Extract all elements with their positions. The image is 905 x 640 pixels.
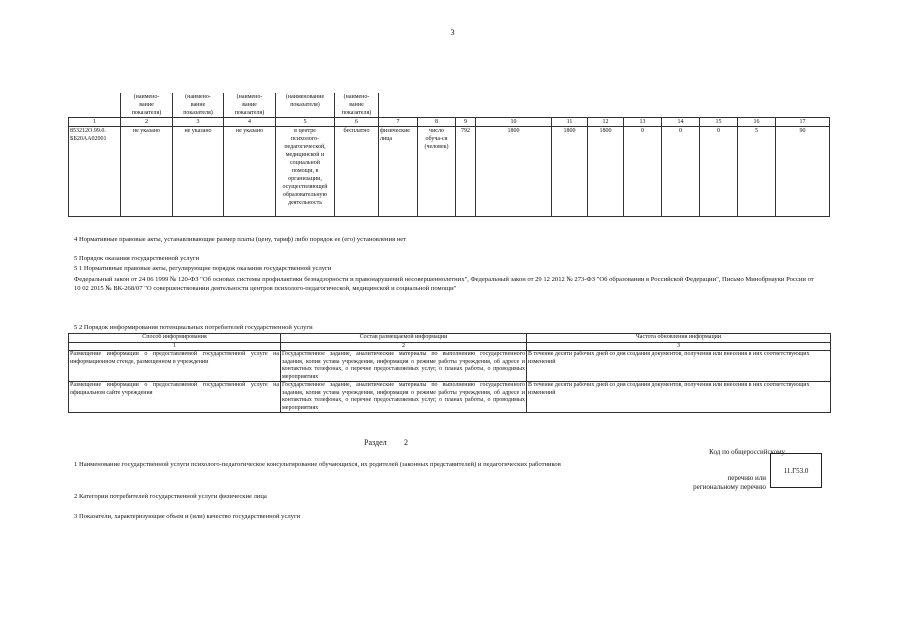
header-indicator-4: (наименование показателя) — [276, 93, 335, 118]
header-frequency: Частота обновления информации — [527, 334, 831, 343]
header-indicator-3: (наимено- вание показателя) — [224, 93, 276, 118]
cell-c15: 0 — [700, 127, 738, 217]
list-label: перечню или региональному перечню — [693, 474, 766, 491]
legal-acts-text: Федеральный закон от 24 06 1999 № 120-ФЗ "Об основах системы профилактики безнадзорности и правонарушений несовершеннолетних", Федеральный закон от 29 12 2012 № 273-ФЗ "Об образовании в Российской Федерации", Письмо Минобрнауки России от 10 02 2015 № ВК-268/07 "О совершенствовании деятельности центров психолого-педагогической, медицинской и социальной помощи" — [74, 276, 814, 292]
table-row — [69, 127, 830, 217]
cell-c10: 1800 — [476, 127, 552, 217]
item-1-service-name: 1 Наименование государственной услуги психолого-педагогическое консультирование обучающихся, их родителей (законных представителей) и педагогических работников — [74, 461, 561, 468]
cell-frequency: В течение десяти рабочих дней со дня создания документов, получения или внесения в них соответствующих изменений — [527, 382, 831, 413]
col-num-15: 15 — [700, 118, 738, 127]
col-num-3: 3 — [173, 118, 224, 127]
item-3-indicators: 3 Показатели, характеризующие объем и (или) качество государственной услуги — [74, 513, 301, 520]
col-num-2: 2 — [121, 118, 173, 127]
col-num-7: 7 — [379, 118, 418, 127]
cell-c17: 90 — [776, 127, 830, 217]
header-indicator-5: (наимено- вание показателя) — [335, 93, 379, 118]
col-num-11: 11 — [552, 118, 588, 127]
paragraph-4: 4 Нормативные правовые акты, устанавливающие размер платы (цену, тариф) либо порядок ее (его) установления нет — [74, 236, 407, 243]
item-2-consumers: 2 Категории потребителей государственной услуги физические лица — [74, 493, 267, 500]
col-num-17: 17 — [776, 118, 830, 127]
header-indicator-2: (наимено- вание показателя) — [173, 93, 224, 118]
cell-c7: физические лица — [379, 127, 418, 217]
col-num-10: 10 — [476, 118, 552, 127]
paragraph-5-2: 5 2 Порядок информирования потенциальных потребителей государственной услуги — [74, 324, 313, 331]
paragraph-5: 5 Порядок оказания государственной услуги — [74, 255, 200, 262]
cell-c3: не указано — [173, 127, 224, 217]
header-num-1: 1 — [69, 342, 281, 351]
cell-c5: в центре психолого- педагогической, медицинской и социальной помощи, в организации, осуществляющей образовательную деятельность — [276, 127, 335, 217]
page-number: 3 — [450, 28, 455, 37]
cell-c14: 0 — [662, 127, 700, 217]
cell-registry-code: 853212О.99.0. ББ20АА02001 — [69, 127, 121, 217]
col-num-14: 14 — [662, 118, 700, 127]
service-code-box: 11.Г53.0 — [770, 453, 822, 488]
section-label: Раздел — [364, 438, 387, 447]
cell-c6: бесплатно — [335, 127, 379, 217]
cell-method: Размещение информации о предоставляемой государственной услуге на информационном стенде, размещенном в учреждении — [69, 351, 281, 382]
header-indicator-1: (наимено- вание показателя) — [121, 93, 173, 118]
header-num-2: 2 — [281, 342, 527, 351]
cell-c8: число обуча-ся (человек) — [418, 127, 456, 217]
cell-method: Размещение информации о предоставляемой государственной услуге на официальном сайте учреждения — [69, 382, 281, 413]
col-num-5: 5 — [276, 118, 335, 127]
cell-c16: 5 — [738, 127, 776, 217]
informing-table — [68, 333, 831, 413]
col-num-12: 12 — [588, 118, 624, 127]
header-num-3: 3 — [527, 342, 831, 351]
cell-content: Государственное задание, аналитические материалы по выполнению государственного задания, копия устава учреждения, информация о режиме работы учреждения, об адресе и контактных телефонах, о перечне предоставляемых услуг, о планах работы, о проводимых мероприятиях — [282, 382, 525, 411]
col-num-9: 9 — [456, 118, 476, 127]
col-num-1: 1 — [69, 118, 121, 127]
code-label: Код по общероссийскому — [709, 448, 785, 456]
cell-c12: 1800 — [588, 127, 624, 217]
cell-c11: 1800 — [552, 127, 588, 217]
volume-indicators-table — [68, 93, 830, 217]
section-number: 2 — [404, 438, 408, 447]
table-row — [69, 351, 831, 382]
table-row — [69, 382, 831, 413]
cell-frequency: В течение десяти рабочих дней со дня создания документов, получения или внесения в них соответствующих изменений — [527, 351, 831, 382]
paragraph-5-1: 5 1 Нормативные правовые акты, регулирующие порядок оказания государственной услуги — [74, 265, 332, 272]
col-num-16: 16 — [738, 118, 776, 127]
cell-c9: 792 — [456, 127, 476, 217]
cell-c13: 0 — [624, 127, 662, 217]
cell-c4: не указано — [224, 127, 276, 217]
col-num-13: 13 — [624, 118, 662, 127]
col-num-4: 4 — [224, 118, 276, 127]
col-num-8: 8 — [418, 118, 456, 127]
header-content: Состав размещаемой информации — [281, 334, 527, 343]
cell-content: Государственное задание, аналитические материалы по выполнению государственного задания, копия устава учреждения, информация о режиме работы учреждения, об адресе и контактных телефонах, о перечне предоставляемых услуг, о планах работы, о проводимых мероприятиях — [282, 351, 525, 380]
header-method: Способ информирования — [69, 334, 281, 343]
cell-c2: не указано — [121, 127, 173, 217]
col-num-6: 6 — [335, 118, 379, 127]
